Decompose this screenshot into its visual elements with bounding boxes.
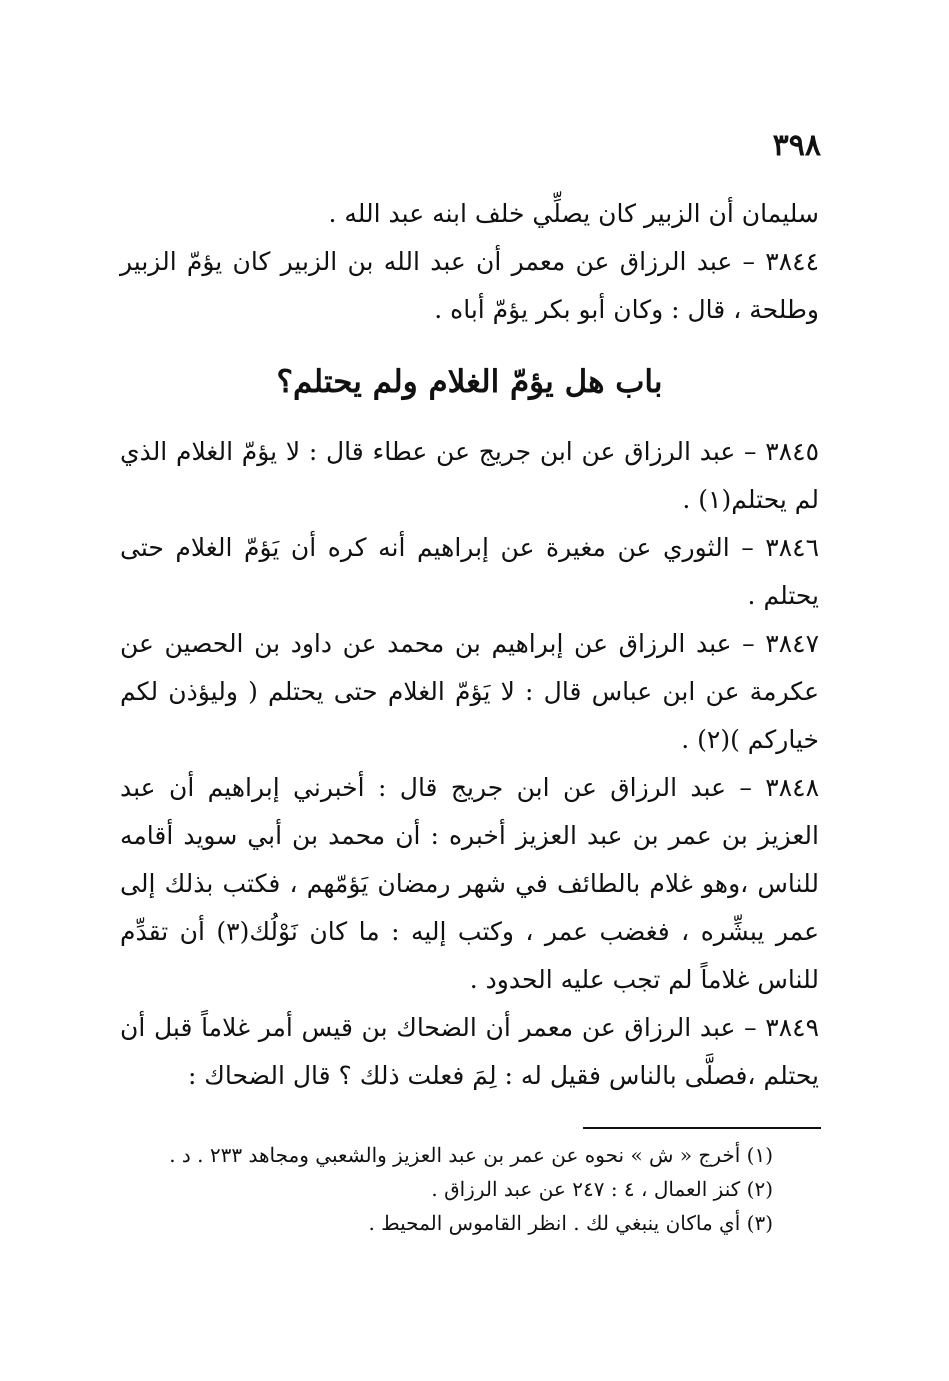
hadith-3845: ٣٨٤٥ – عبد الرزاق عن ابن جريج عن عطاء قال : لا يؤمّ الغلام الذي لم يحتلم(١) . bbox=[120, 437, 819, 514]
hadith-3849: ٣٨٤٩ – عبد الرزاق عن معمر أن الضحاك بن قيس أمر غلاماً قبل أن يحتلم ،فصلَّى بالناس فقيل له : لِمَ فعلت ذلك ؟ قال الضحاك : bbox=[120, 1013, 819, 1090]
footnote-2: (٢) كنز العمال ، ٤ : ٢٤٧ عن عبد الرزاق . bbox=[431, 1177, 773, 1201]
footnote-3: (٣) أي ماكان ينبغي لك . انظر القاموس المحيط . bbox=[368, 1211, 773, 1235]
hadith-3848: ٣٨٤٨ – عبد الرزاق عن ابن جريج قال : أخبرني إبراهيم أن عبد العزيز بن عمر بن عبد العزيز أخبره : أن محمد بن أبي سويد أقامه للناس ،وهو غلام بالطائف في شهر رمضان يَؤمّهم ، فكتب بذلك إلى عمر يبشِّره ، فغضب عمر ، وكتب إليه : ما كان نَوْلُك(٣) أن تقدِّم للناس غلاماً لم تجب عليه الحدود . bbox=[120, 773, 819, 994]
footnotes bbox=[120, 1138, 773, 1240]
main-text bbox=[120, 190, 819, 1100]
hadith-3844: ٣٨٤٤ – عبد الرزاق عن معمر أن عبد الله بن الزبير كان يؤمّ الزبير وطلحة ، قال : وكان أبو بكر يؤمّ أباه . bbox=[120, 247, 819, 324]
footnote-divider bbox=[583, 1127, 821, 1129]
paragraph: سليمان أن الزبير كان يصلِّي خلف ابنه عبد الله . bbox=[328, 199, 819, 228]
hadith-3846: ٣٨٤٦ – الثوري عن مغيرة عن إبراهيم أنه كره أن يَؤمّ الغلام حتى يحتلم . bbox=[120, 533, 819, 610]
chapter-heading: باب هل يؤمّ الغلام ولم يحتلم؟ bbox=[276, 364, 663, 400]
footnote-1: (١) أخرج « ش » نحوه عن عمر بن عبد العزيز والشعبي ومجاهد ٢٣٣ . د . bbox=[169, 1143, 773, 1167]
hadith-3847: ٣٨٤٧ – عبد الرزاق عن إبراهيم بن محمد عن داود بن الحصين عن عكرمة عن ابن عباس قال : لا يَؤمّ الغلام حتى يحتلم ( وليؤذن لكم خياركم )(٢) . bbox=[120, 629, 819, 754]
page-number: ٣٩٨ bbox=[772, 128, 821, 163]
